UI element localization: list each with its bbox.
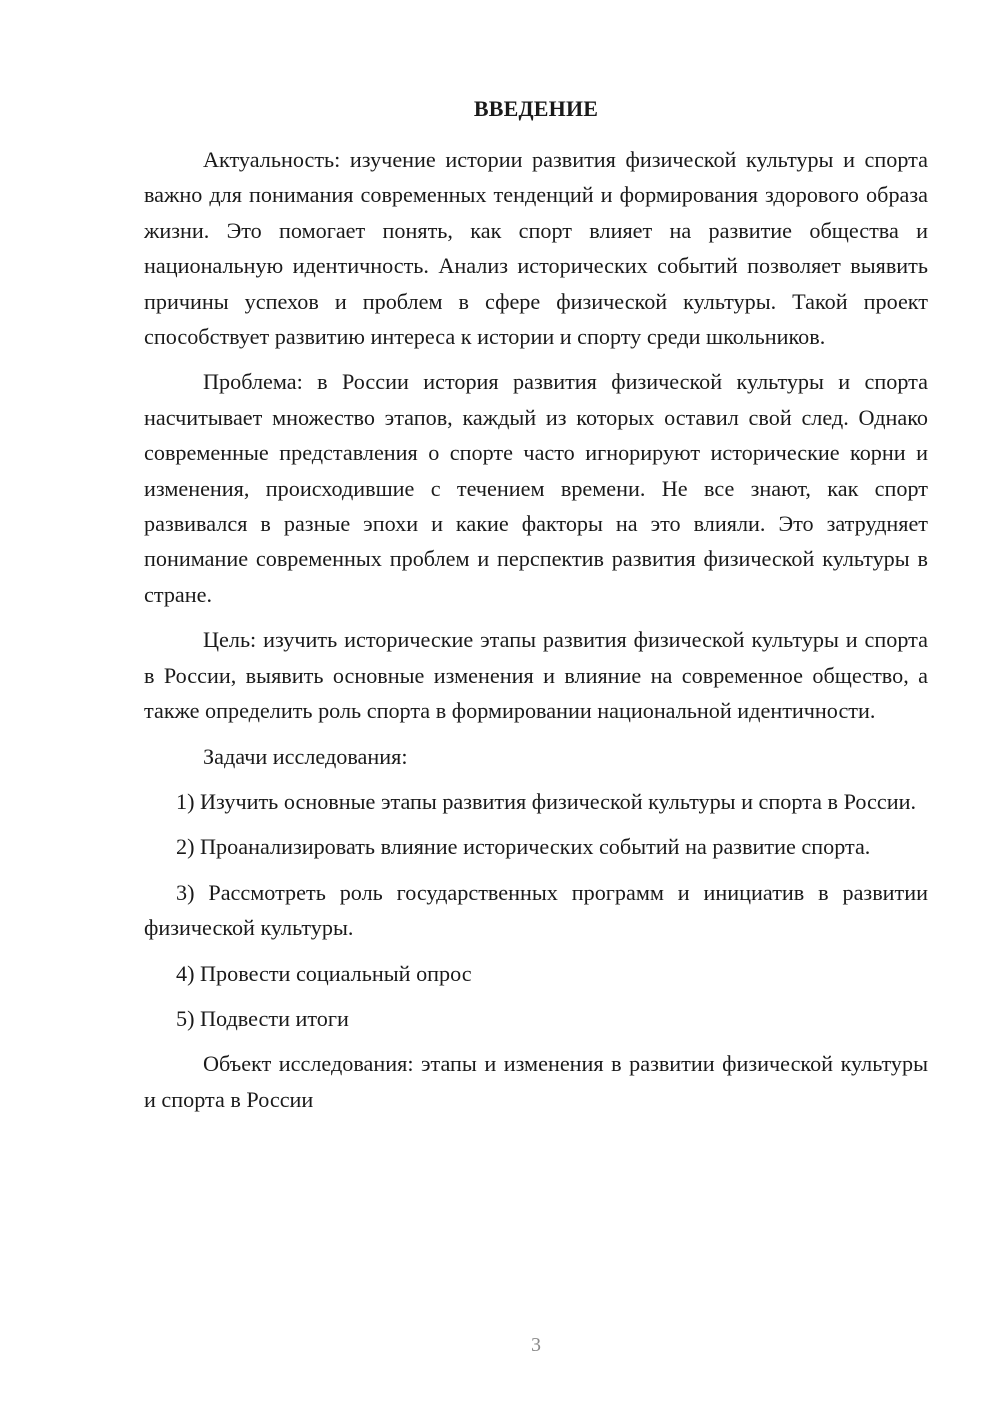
task-item-2: 2) Проанализировать влияние исторических событий на развитие спорта. <box>176 834 871 860</box>
document-body <box>144 142 928 1127</box>
task-item-3: 3) Рассмотреть роль государственных программ и инициатив в развитии физической культуры. <box>144 879 928 941</box>
tasks-heading: Задачи исследования: <box>203 743 408 769</box>
problem-paragraph: Проблема: в России история развития физической культуры и спорта насчитывает множество этапов, каждый из которых оставил свой след. Однако современные представления о спорте часто игнорируют исторические корни и изменения, происходившие с течением времени. Не все знают, как спорт развивался в разные эпохи и какие факторы на это влияли. Это затрудняет понимание современных проблем и перспектив развития физической культуры в стране. <box>144 369 928 607</box>
page-number: 3 <box>531 1334 541 1356</box>
goal-paragraph: Цель: изучить исторические этапы развития физической культуры и спорта в России, выявить основные изменения и влияние на современное общество, а также определить роль спорта в формировании национальной идентичности. <box>144 627 928 724</box>
relevance-paragraph: Актуальность: изучение истории развития физической культуры и спорта важно для понимания современных тенденций и формирования здорового образа жизни. Это помогает понять, как спорт влияет на развитие общества и национальную идентичность. Анализ исторических событий позволяет выявить причины успехов и проблем в сфере физической культуры. Такой проект способствует развитию интереса к истории и спорту среди школьников. <box>144 147 928 350</box>
task-item-5: 5) Подвести итоги <box>176 1005 349 1031</box>
task-item-4: 4) Провести социальный опрос <box>176 960 472 986</box>
task-item-1: 1) Изучить основные этапы развития физической культуры и спорта в России. <box>176 788 916 814</box>
page-title: ВВЕДЕНИЕ <box>473 96 599 121</box>
object-paragraph: Объект исследования: этапы и изменения в развитии физической культуры и спорта в России <box>144 1051 928 1112</box>
